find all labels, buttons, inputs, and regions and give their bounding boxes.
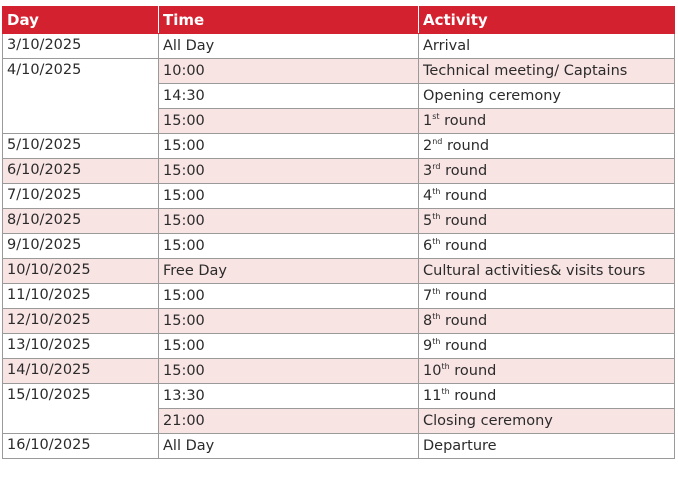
activity-cell xyxy=(419,309,675,334)
time-cell: 15:00 xyxy=(159,109,419,134)
activity-text: 5 xyxy=(423,213,433,229)
table-row xyxy=(3,384,675,409)
table-row xyxy=(3,209,675,234)
activity-suffix-text: round xyxy=(449,363,497,379)
activity-cell xyxy=(419,384,675,409)
ordinal-suffix: th xyxy=(441,362,450,371)
activity-suffix-text: round xyxy=(440,163,488,179)
time-cell: 15:00 xyxy=(159,184,419,209)
activity-text: 10 xyxy=(423,363,442,379)
ordinal-suffix: th xyxy=(441,387,450,396)
table-row xyxy=(3,59,675,84)
activity-cell xyxy=(419,334,675,359)
activity-text: Arrival xyxy=(423,38,471,54)
day-cell: 13/10/2025 xyxy=(3,334,159,359)
time-cell: 15:00 xyxy=(159,159,419,184)
activity-suffix-text: round xyxy=(440,238,488,254)
ordinal-suffix: th xyxy=(432,212,441,221)
table-row xyxy=(3,184,675,209)
activity-suffix-text: round xyxy=(440,288,488,304)
activity-text: Cultural activities& visits tours xyxy=(423,263,646,279)
table-row xyxy=(3,34,675,59)
day-cell: 16/10/2025 xyxy=(3,434,159,459)
activity-cell xyxy=(419,184,675,209)
activity-cell xyxy=(419,409,675,434)
day-cell: 14/10/2025 xyxy=(3,359,159,384)
table-row xyxy=(3,434,675,459)
activity-suffix-text: round xyxy=(440,213,488,229)
table-row xyxy=(3,309,675,334)
day-cell: 5/10/2025 xyxy=(3,134,159,159)
time-cell: 15:00 xyxy=(159,359,419,384)
time-cell: Free Day xyxy=(159,259,419,284)
ordinal-suffix: th xyxy=(432,187,441,196)
activity-cell xyxy=(419,134,675,159)
table-row xyxy=(3,159,675,184)
day-cell: 12/10/2025 xyxy=(3,309,159,334)
schedule-table xyxy=(2,6,675,459)
time-cell: 15:00 xyxy=(159,334,419,359)
time-cell: 10:00 xyxy=(159,59,419,84)
header-activity: Activity xyxy=(419,7,675,34)
activity-cell xyxy=(419,84,675,109)
activity-text: Closing ceremony xyxy=(423,413,553,429)
time-cell: 15:00 xyxy=(159,234,419,259)
activity-cell xyxy=(419,34,675,59)
day-cell: 7/10/2025 xyxy=(3,184,159,209)
activity-cell xyxy=(419,109,675,134)
activity-text: 9 xyxy=(423,338,433,354)
day-cell: 11/10/2025 xyxy=(3,284,159,309)
day-cell: 9/10/2025 xyxy=(3,234,159,259)
day-cell: 3/10/2025 xyxy=(3,34,159,59)
activity-suffix-text: round xyxy=(442,138,490,154)
table-row xyxy=(3,134,675,159)
activity-text: Technical meeting/ Captains xyxy=(423,63,628,79)
activity-text: 4 xyxy=(423,188,433,204)
day-cell: 6/10/2025 xyxy=(3,159,159,184)
activity-cell xyxy=(419,259,675,284)
time-cell: 14:30 xyxy=(159,84,419,109)
table-row xyxy=(3,234,675,259)
activity-text: 11 xyxy=(423,388,442,404)
day-cell: 10/10/2025 xyxy=(3,259,159,284)
header-time: Time xyxy=(159,7,419,34)
activity-cell xyxy=(419,159,675,184)
ordinal-suffix: rd xyxy=(432,162,441,171)
activity-suffix-text: round xyxy=(449,388,497,404)
table-row xyxy=(3,334,675,359)
ordinal-suffix: th xyxy=(432,237,441,246)
activity-text: Opening ceremony xyxy=(423,88,561,104)
activity-cell xyxy=(419,59,675,84)
time-cell: 15:00 xyxy=(159,134,419,159)
activity-text: 8 xyxy=(423,313,433,329)
ordinal-suffix: nd xyxy=(432,137,443,146)
table-row xyxy=(3,259,675,284)
activity-text: 1 xyxy=(423,113,433,129)
table-row xyxy=(3,284,675,309)
ordinal-suffix: st xyxy=(432,112,440,121)
activity-suffix-text: round xyxy=(439,113,487,129)
activity-suffix-text: round xyxy=(440,338,488,354)
activity-text: Departure xyxy=(423,438,497,454)
time-cell: 21:00 xyxy=(159,409,419,434)
header-row xyxy=(3,7,675,34)
schedule-body xyxy=(3,34,675,459)
time-cell: All Day xyxy=(159,34,419,59)
day-cell: 15/10/2025 xyxy=(3,384,159,434)
day-cell: 8/10/2025 xyxy=(3,209,159,234)
activity-text: 3 xyxy=(423,163,433,179)
time-cell: 15:00 xyxy=(159,309,419,334)
table-row xyxy=(3,359,675,384)
activity-cell xyxy=(419,359,675,384)
ordinal-suffix: th xyxy=(432,312,441,321)
activity-suffix-text: round xyxy=(440,313,488,329)
ordinal-suffix: th xyxy=(432,287,441,296)
activity-cell xyxy=(419,434,675,459)
header-day: Day xyxy=(3,7,159,34)
time-cell: 15:00 xyxy=(159,209,419,234)
activity-cell xyxy=(419,284,675,309)
activity-text: 6 xyxy=(423,238,433,254)
activity-text: 7 xyxy=(423,288,433,304)
day-cell: 4/10/2025 xyxy=(3,59,159,134)
activity-cell xyxy=(419,209,675,234)
activity-text: 2 xyxy=(423,138,433,154)
activity-suffix-text: round xyxy=(440,188,488,204)
activity-cell xyxy=(419,234,675,259)
ordinal-suffix: th xyxy=(432,337,441,346)
time-cell: All Day xyxy=(159,434,419,459)
time-cell: 15:00 xyxy=(159,284,419,309)
time-cell: 13:30 xyxy=(159,384,419,409)
